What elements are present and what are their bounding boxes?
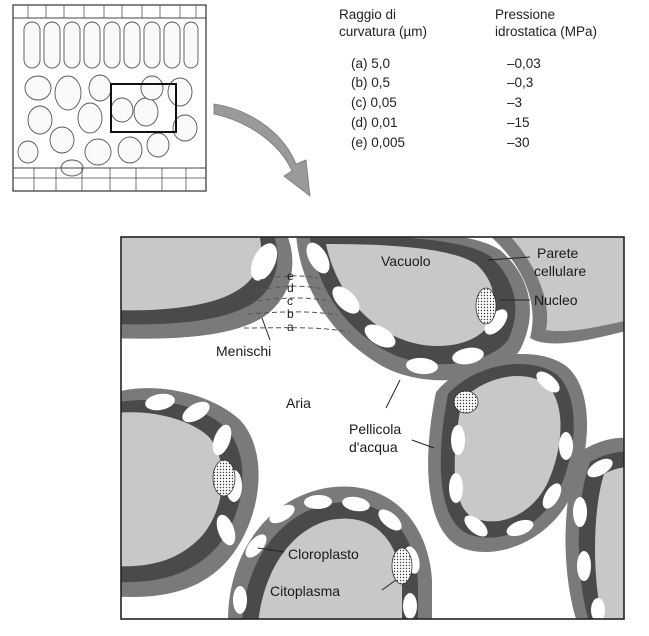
- meniscus-letter-e: e: [287, 269, 294, 283]
- label-parete-line1: Parete: [537, 245, 579, 261]
- meniscus-letter-c: c: [287, 294, 293, 308]
- label-vacuolo: Vacuolo: [381, 253, 431, 269]
- row-c-label: (c) 0,05: [351, 95, 397, 110]
- row-e-label: (e) 0,005: [351, 135, 406, 150]
- nucleus-middle: [454, 391, 478, 413]
- row-d-label: (d) 0,01: [351, 115, 398, 130]
- cell-far-right: [566, 438, 649, 625]
- row-c-pressure: –3: [507, 95, 523, 110]
- col2-header-line2: idrostatica (MPa): [495, 24, 598, 39]
- row-b-label: (b) 0,5: [351, 75, 391, 90]
- col1-header-line1: Raggio di: [339, 7, 397, 22]
- row-a-pressure: –0,03: [507, 56, 541, 71]
- meniscus-letter-b: b: [287, 307, 294, 321]
- row-e-pressure: –30: [507, 135, 530, 150]
- row-b-pressure: –0,3: [507, 75, 534, 90]
- row-a-label: (a) 5,0: [351, 56, 391, 71]
- nucleus-bottom: [392, 548, 412, 584]
- nucleus-top: [476, 288, 496, 324]
- row-d-pressure: –15: [507, 115, 530, 130]
- meniscus-letter-d: d: [287, 281, 294, 295]
- col1-header-line2: curvatura (µm): [339, 24, 428, 39]
- meniscus-letters: [287, 269, 294, 334]
- curvature-pressure-table: [0, 0, 649, 200]
- label-cloroplasto: Cloroplasto: [288, 546, 359, 562]
- label-aria: Aria: [286, 395, 311, 411]
- label-pellicola-line1: Pellicola: [349, 421, 402, 437]
- label-nucleo: Nucleo: [534, 292, 578, 308]
- label-pellicola-line2: d'acqua: [349, 439, 398, 455]
- label-menischi: Menischi: [216, 343, 272, 359]
- meniscus-letter-a: a: [287, 320, 294, 334]
- label-parete-line2: cellulare: [534, 263, 587, 279]
- col2-header-line1: Pressione: [495, 7, 556, 22]
- label-citoplasma: Citoplasma: [270, 583, 341, 599]
- nucleus-left: [213, 460, 235, 496]
